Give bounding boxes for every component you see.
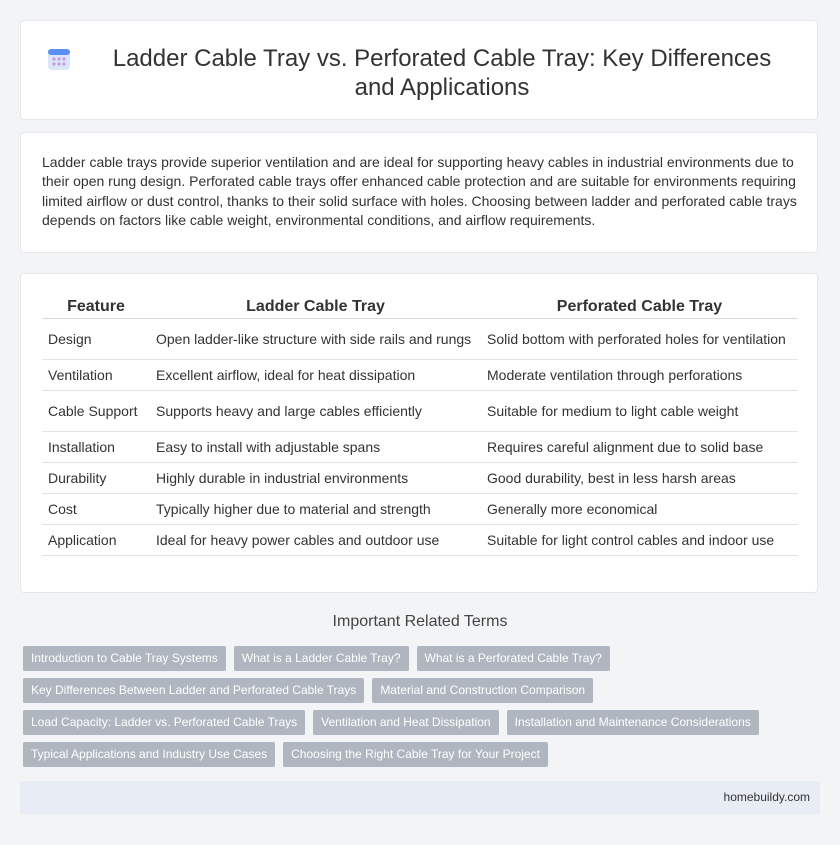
ladder-cell: Ideal for heavy power cables and outdoor use bbox=[150, 525, 481, 556]
tag-link[interactable]: What is a Ladder Cable Tray? bbox=[234, 646, 409, 671]
header-card bbox=[20, 20, 818, 120]
tag-link[interactable]: Installation and Maintenance Considerations bbox=[507, 710, 759, 735]
perforated-cell: Requires careful alignment due to solid base bbox=[481, 432, 798, 463]
table-row bbox=[42, 360, 798, 391]
comparison-table bbox=[42, 296, 798, 556]
perforated-cell: Solid bottom with perforated holes for ventilation bbox=[481, 319, 798, 360]
feature-cell: Cost bbox=[42, 494, 150, 525]
related-terms-tags bbox=[23, 646, 823, 767]
footer bbox=[20, 781, 820, 814]
column-header-feature: Feature bbox=[42, 296, 150, 319]
column-header-perforated: Perforated Cable Tray bbox=[481, 296, 798, 319]
related-terms-heading: Important Related Terms bbox=[332, 613, 508, 630]
feature-cell: Design bbox=[42, 319, 150, 360]
table-row bbox=[42, 463, 798, 494]
tag-link[interactable]: Ventilation and Heat Dissipation bbox=[313, 710, 498, 735]
feature-cell: Application bbox=[42, 525, 150, 556]
feature-cell: Durability bbox=[42, 463, 150, 494]
feature-cell: Ventilation bbox=[42, 360, 150, 391]
ladder-cell: Open ladder-like structure with side rails and rungs bbox=[150, 319, 481, 360]
perforated-cell: Moderate ventilation through perforations bbox=[481, 360, 798, 391]
ladder-cell: Supports heavy and large cables efficiently bbox=[150, 391, 481, 432]
perforated-cell: Suitable for medium to light cable weight bbox=[481, 391, 798, 432]
table-header-row bbox=[42, 296, 798, 319]
table-row bbox=[42, 319, 798, 360]
related-terms-section bbox=[0, 612, 840, 761]
table-row bbox=[42, 494, 798, 525]
tag-link[interactable]: What is a Perforated Cable Tray? bbox=[417, 646, 610, 671]
perforated-cell: Suitable for light control cables and indoor use bbox=[481, 525, 798, 556]
feature-cell: Cable Support bbox=[42, 391, 150, 432]
comparison-table-card bbox=[20, 273, 818, 593]
ladder-cell: Excellent airflow, ideal for heat dissipation bbox=[150, 360, 481, 391]
ladder-cell: Typically higher due to material and strength bbox=[150, 494, 481, 525]
calendar-grid-icon bbox=[46, 46, 72, 72]
footer-site-link[interactable]: homebuildy.com bbox=[723, 790, 810, 804]
tag-link[interactable]: Load Capacity: Ladder vs. Perforated Cable Trays bbox=[23, 710, 305, 735]
intro-paragraph: Ladder cable trays provide superior ventilation and are ideal for supporting heavy cables in industrial environments due to their open rung design. Perforated cable trays offer enhanced cable protection and are suitable for environments requiring limited airflow or dust control, thanks to their solid surface with holes. Choosing between ladder and perforated cable trays depends on factors like cable weight, environmental conditions, and airflow requirements. bbox=[42, 154, 797, 229]
perforated-cell: Good durability, best in less harsh areas bbox=[481, 463, 798, 494]
page-title: Ladder Cable Tray vs. Perforated Cable Tray: Key Differences and Applications bbox=[112, 45, 772, 101]
feature-cell: Installation bbox=[42, 432, 150, 463]
table-row bbox=[42, 525, 798, 556]
intro-card bbox=[20, 132, 818, 253]
tag-link[interactable]: Key Differences Between Ladder and Perforated Cable Trays bbox=[23, 678, 364, 703]
perforated-cell: Generally more economical bbox=[481, 494, 798, 525]
ladder-cell: Easy to install with adjustable spans bbox=[150, 432, 481, 463]
table-row bbox=[42, 432, 798, 463]
tag-link[interactable]: Introduction to Cable Tray Systems bbox=[23, 646, 226, 671]
table-row bbox=[42, 391, 798, 432]
column-header-ladder: Ladder Cable Tray bbox=[150, 296, 481, 319]
tag-link[interactable]: Choosing the Right Cable Tray for Your Project bbox=[283, 742, 548, 767]
tag-link[interactable]: Material and Construction Comparison bbox=[372, 678, 593, 703]
tag-link[interactable]: Typical Applications and Industry Use Cases bbox=[23, 742, 275, 767]
ladder-cell: Highly durable in industrial environments bbox=[150, 463, 481, 494]
